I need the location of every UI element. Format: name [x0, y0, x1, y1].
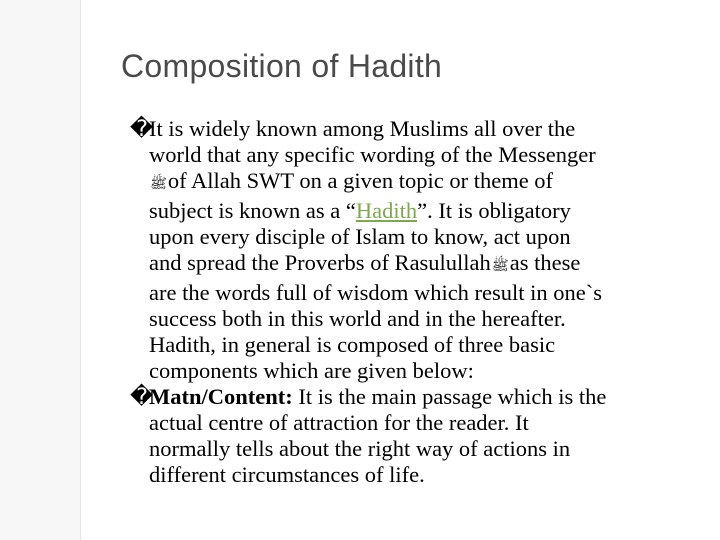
- slide-body: [130, 116, 710, 488]
- body-line: world that any specific wording of the Messenger: [149, 142, 596, 167]
- body-line: components which are given below:: [149, 358, 474, 383]
- body-line: and spread the Proverbs of Rasulullahﷺas these: [149, 250, 581, 275]
- left-divider: [80, 0, 81, 540]
- body-line: actual centre of attraction for the reader. It: [149, 410, 529, 435]
- body-line: normally tells about the right way of actions in: [149, 436, 571, 461]
- slide-title: Composition of Hadith: [121, 48, 443, 84]
- body-line: different circumstances of life.: [149, 462, 425, 487]
- pbuh-symbol-icon: ﷺ: [150, 177, 167, 192]
- hadith-link[interactable]: Hadith: [355, 198, 418, 223]
- bullet-icon: �: [130, 384, 154, 409]
- body-line: ﷺof Allah SWT on a given topic or theme of: [150, 168, 554, 193]
- body-line: success both in this world and in the hereafter.: [149, 306, 566, 331]
- left-decorative-band: [0, 0, 80, 540]
- body-line: upon every disciple of Islam to know, act upon: [149, 224, 571, 249]
- body-line: �It is widely known among Muslims all over the: [130, 116, 576, 141]
- body-line: Hadith, in general is composed of three basic: [149, 332, 556, 357]
- body-line: are the words full of wisdom which result in one`s: [149, 280, 603, 305]
- body-line: subject is known as a “Hadith”. It is obligatory: [149, 198, 571, 223]
- bullet-icon: �: [130, 116, 154, 141]
- pbuh-symbol-icon: ﷺ: [491, 259, 509, 274]
- body-line: �Matn/Content: It is the main passage which is the: [130, 384, 607, 409]
- matn-term: Matn/Content:: [149, 384, 293, 409]
